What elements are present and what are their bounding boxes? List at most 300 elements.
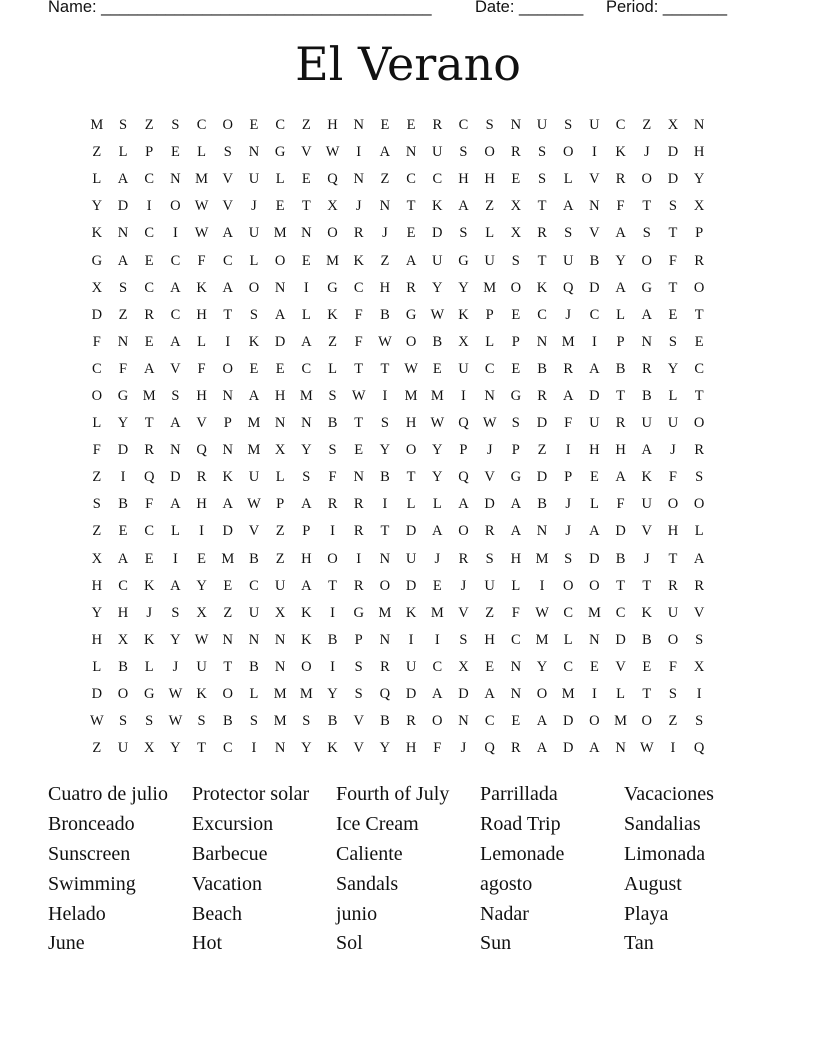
grid-letter: L [170,523,181,540]
word-bank-item: Sun [480,932,512,955]
grid-letter: N [248,631,260,648]
grid-letter: C [353,279,365,296]
grid-letter: V [353,713,365,730]
grid-letter: N [353,469,365,486]
grid-letter: S [564,117,573,134]
grid-letter: F [328,469,338,486]
grid-letter: M [483,279,497,296]
grid-letter: E [694,333,705,350]
grid-letter: N [274,740,286,757]
grid-letter: H [589,442,601,459]
grid-letter: V [196,415,208,432]
grid-letter: E [144,550,155,567]
grid-letter: A [641,442,653,459]
grid-letter: C [301,360,312,377]
grid-letter: G [143,686,155,703]
grid-letter: T [301,198,312,215]
grid-letter: O [274,252,286,269]
grid-letter: H [91,577,103,594]
grid-letter: A [589,360,601,377]
grid-letter: Z [144,117,155,134]
grid-letter: M [299,686,314,703]
grid-letter: A [274,306,286,323]
grid-letter: P [511,333,521,350]
grid-letter: I [696,686,703,703]
grid-letter: A [589,523,601,540]
grid-letter: N [693,117,705,134]
grid-letter: A [301,577,313,594]
grid-letter: K [196,279,208,296]
grid-letter: U [562,252,574,269]
grid-letter: C [432,171,443,188]
grid-letter: L [197,144,207,161]
grid-letter: U [641,496,653,513]
grid-letter: A [222,496,234,513]
grid-letter: M [535,550,549,567]
grid-letter: N [615,740,627,757]
grid-letter: G [510,387,522,404]
grid-letter: M [561,686,576,703]
grid-letter: L [485,333,495,350]
grid-letter: V [484,469,496,486]
grid-letter: C [144,523,155,540]
grid-letter: S [171,604,180,621]
grid-letter: N [379,550,391,567]
grid-letter: T [642,577,652,594]
grid-letter: T [223,306,233,323]
grid-letter: Z [275,523,286,540]
grid-letter: K [301,604,313,621]
grid-letter: B [615,550,626,567]
grid-letter: F [92,442,102,459]
grid-letter: E [589,658,600,675]
grid-letter: V [458,604,470,621]
grid-letter: I [408,631,415,648]
grid-letter: C [118,577,129,594]
date-field-label: Date: _______ [475,0,584,16]
grid-letter: K [222,469,234,486]
grid-letter: K [536,279,548,296]
grid-letter: X [143,740,155,757]
grid-letter: P [459,442,468,459]
grid-letter: U [274,577,286,594]
grid-letter: H [458,171,470,188]
grid-letter: H [274,387,286,404]
grid-letter: H [196,387,208,404]
grid-letter: R [353,225,365,242]
grid-letter: S [197,713,207,730]
grid-letter: Z [92,523,102,540]
grid-letter: I [434,631,441,648]
grid-letter: Y [536,658,548,675]
grid-letter: O [91,387,103,404]
grid-letter: U [248,469,260,486]
grid-letter: X [91,279,103,296]
grid-letter: L [249,686,259,703]
grid-letter: L [694,523,705,540]
grid-letter: O [248,279,260,296]
word-bank-item: Lemonade [480,842,565,865]
grid-letter: Z [485,198,495,215]
grid-letter: U [432,144,444,161]
grid-letter: J [486,442,493,459]
grid-letter: R [537,225,548,242]
word-bank-item: Hot [192,932,222,955]
grid-letter: S [564,550,573,567]
grid-letter: N [641,333,653,350]
grid-letter: I [251,740,257,757]
grid-letter: J [172,658,179,675]
grid-letter: C [170,252,181,269]
word-bank-item: Playa [624,902,669,925]
grid-letter: S [668,686,678,703]
grid-letter: D [615,523,627,540]
word-bank-item: Cuatro de julio [48,783,168,806]
grid-letter: N [170,171,182,188]
grid-letter: U [196,658,208,675]
grid-letter: D [405,686,417,703]
grid-letter: H [196,496,208,513]
grid-letter: W [194,225,209,242]
grid-letter: K [196,686,208,703]
grid-letter: L [406,496,417,513]
word-bank-item: Road Trip [480,813,561,836]
grid-letter: N [117,333,129,350]
student-info-header [48,0,768,20]
grid-letter: E [275,360,286,377]
grid-letter: J [382,225,389,242]
grid-letter: L [92,658,102,675]
grid-letter: M [326,252,340,269]
grid-letter: N [510,117,522,134]
grid-letter: B [118,658,129,675]
grid-letter: R [144,306,155,323]
grid-letter: N [222,387,234,404]
grid-letter: A [117,171,129,188]
grid-letter: A [562,198,574,215]
grid-letter: M [430,604,445,621]
grid-letter: W [404,360,419,377]
grid-letter: G [327,279,339,296]
grid-letter: E [511,713,521,730]
grid-letter: D [117,442,129,459]
word-bank-item: Fourth of July [336,783,450,806]
grid-letter: N [248,144,260,161]
grid-letter: O [405,333,417,350]
grid-letter: L [92,415,102,432]
grid-letter: Q [379,686,391,703]
grid-letter: Z [223,604,233,621]
grid-letter: H [667,523,679,540]
grid-letter: K [143,577,155,594]
grid-letter: O [327,550,339,567]
grid-letter: A [536,713,548,730]
grid-letter: L [563,171,574,188]
grid-letter: N [117,225,129,242]
grid-letter: U [484,252,496,269]
grid-letter: J [565,306,572,323]
grid-letter: Y [301,442,313,459]
grid-letter: S [249,713,259,730]
grid-letter: T [668,279,678,296]
grid-letter: M [273,225,288,242]
grid-letter: R [694,442,705,459]
grid-letter: U [667,415,679,432]
grid-letter: S [145,713,154,730]
grid-letter: Q [143,469,155,486]
grid-letter: Y [327,686,339,703]
grid-letter: Z [642,117,652,134]
grid-letter: U [432,252,444,269]
grid-letter: N [458,713,470,730]
word-bank-item: Sandalias [624,813,701,836]
grid-letter: Q [458,469,470,486]
grid-letter: A [641,306,653,323]
grid-letter: A [248,387,260,404]
grid-letter: Q [458,415,470,432]
grid-letter: N [510,686,522,703]
grid-letter: C [144,171,155,188]
grid-letter: E [511,360,521,377]
grid-letter: J [565,496,572,513]
grid-letter: O [667,496,679,513]
grid-letter: B [641,631,653,648]
grid-letter: B [537,496,548,513]
grid-letter: B [432,333,443,350]
grid-letter: L [275,171,286,188]
grid-letter: M [378,604,392,621]
grid-letter: I [330,658,336,675]
grid-letter: C [484,360,495,377]
grid-letter: Z [537,442,547,459]
grid-letter: M [561,333,576,350]
grid-letter: W [482,415,497,432]
grid-letter: D [484,496,496,513]
grid-letter: H [484,171,496,188]
grid-letter: I [199,523,205,540]
grid-letter: R [641,360,653,377]
grid-letter: S [118,117,128,134]
grid-letter: N [301,225,313,242]
grid-letter: H [327,117,339,134]
grid-letter: E [118,523,128,540]
grid-letter: Y [379,442,391,459]
grid-letter: Y [301,740,313,757]
grid-letter: V [222,171,234,188]
grid-letter: J [643,144,651,161]
grid-letter: T [406,198,417,215]
grid-letter: S [537,171,547,188]
grid-letter: F [354,306,364,323]
grid-letter: C [196,117,207,134]
grid-letter: S [459,225,468,242]
grid-letter: O [222,117,234,134]
name-field-label: Name: ____________________________________ [48,0,432,16]
grid-letter: O [458,523,470,540]
grid-letter: L [144,658,155,675]
grid-letter: N [510,658,522,675]
grid-letter: O [641,713,653,730]
grid-letter: R [353,577,365,594]
grid-letter: S [668,198,678,215]
grid-letter: I [330,604,336,621]
grid-letter: O [693,279,705,296]
grid-letter: M [247,415,261,432]
grid-letter: B [589,252,600,269]
grid-letter: H [117,604,129,621]
grid-letter: O [536,686,548,703]
grid-letter: K [405,604,417,621]
grid-letter: I [172,550,179,567]
grid-letter: S [328,442,338,459]
grid-letter: G [641,279,653,296]
grid-letter: R [380,658,391,675]
grid-letter: F [197,360,207,377]
grid-letter: K [432,198,444,215]
grid-letter: O [170,198,182,215]
grid-letter: E [485,658,495,675]
grid-letter: T [694,387,705,404]
grid-letter: O [562,577,574,594]
grid-letter: F [354,333,364,350]
grid-letter: C [537,306,548,323]
grid-letter: N [353,171,365,188]
grid-letter: Y [91,604,103,621]
grid-letter: N [274,415,286,432]
grid-letter: R [353,496,365,513]
grid-letter: E [589,469,600,486]
grid-letter: E [197,550,207,567]
grid-letter: Z [301,117,312,134]
grid-letter: Z [328,333,338,350]
grid-letter: R [144,442,155,459]
grid-letter: B [222,713,234,730]
grid-letter: E [249,117,259,134]
grid-letter: K [91,225,103,242]
grid-letter: J [643,550,651,567]
grid-letter: S [668,333,678,350]
grid-letter: D [667,144,679,161]
grid-letter: T [616,387,626,404]
grid-letter: A [170,333,182,350]
grid-letter: E [301,171,312,188]
grid-letter: W [194,631,209,648]
grid-letter: W [378,333,393,350]
grid-letter: H [379,279,391,296]
grid-letter: W [535,604,550,621]
grid-letter: A [170,415,182,432]
grid-letter: D [117,198,129,215]
grid-letter: Z [92,144,102,161]
word-bank-item: Parrillada [480,783,558,806]
grid-letter: S [92,496,102,513]
grid-letter: M [404,387,419,404]
word-bank-item: Ice Cream [336,813,419,836]
grid-letter: L [301,306,312,323]
grid-letter: E [170,144,181,161]
grid-letter: Y [615,252,627,269]
grid-letter: B [537,360,548,377]
grid-letter: E [301,252,312,269]
grid-letter: X [196,604,208,621]
grid-letter: S [537,144,547,161]
grid-letter: X [274,442,286,459]
grid-letter: D [432,225,444,242]
grid-letter: R [511,740,522,757]
grid-letter: W [168,686,183,703]
grid-letter: F [92,333,102,350]
grid-letter: R [511,144,522,161]
grid-letter: C [222,252,234,269]
grid-letter: J [670,442,677,459]
grid-letter: N [589,198,601,215]
grid-letter: C [170,306,181,323]
grid-letter: D [589,387,601,404]
grid-letter: S [695,631,704,648]
grid-letter: B [118,496,129,513]
grid-letter: Y [432,442,444,459]
grid-letter: S [485,117,495,134]
grid-letter: A [170,279,182,296]
grid-letter: W [168,713,183,730]
grid-letter: C [92,360,103,377]
grid-letter: I [670,740,676,757]
grid-letter: T [406,469,417,486]
grid-letter: C [275,117,286,134]
grid-letter: A [458,496,470,513]
grid-letter: S [302,469,311,486]
word-bank-item: August [624,872,682,895]
word-bank-item: Tan [624,932,654,955]
grid-letter: Z [380,171,390,188]
grid-letter: A [432,523,444,540]
grid-letter: E [406,225,417,242]
grid-letter: F [118,360,128,377]
grid-letter: E [249,360,259,377]
grid-letter: O [589,577,601,594]
grid-letter: Q [327,171,339,188]
grid-letter: B [380,713,391,730]
grid-letter: A [589,740,601,757]
grid-letter: L [249,252,259,269]
grid-letter: D [562,713,574,730]
grid-letter: P [354,631,364,648]
grid-letter: K [248,333,260,350]
grid-letter: R [327,496,338,513]
grid-letter: L [328,360,338,377]
grid-letter: C [615,604,626,621]
grid-letter: M [142,387,157,404]
grid-letter: I [225,333,231,350]
grid-letter: L [485,225,495,242]
grid-letter: Y [196,577,208,594]
grid-letter: O [222,360,234,377]
grid-letter: T [642,198,652,215]
grid-letter: S [459,631,468,648]
grid-letter: N [170,442,182,459]
word-bank-item: Sandals [336,872,399,895]
grid-letter: K [327,306,339,323]
grid-letter: E [432,577,443,594]
word-bank-item: Caliente [336,842,403,865]
grid-letter: V [615,658,627,675]
grid-letter: O [693,496,705,513]
grid-letter: W [430,306,445,323]
grid-letter: Z [485,604,495,621]
grid-letter: M [195,171,209,188]
grid-letter: J [434,550,441,567]
grid-letter: U [405,550,417,567]
